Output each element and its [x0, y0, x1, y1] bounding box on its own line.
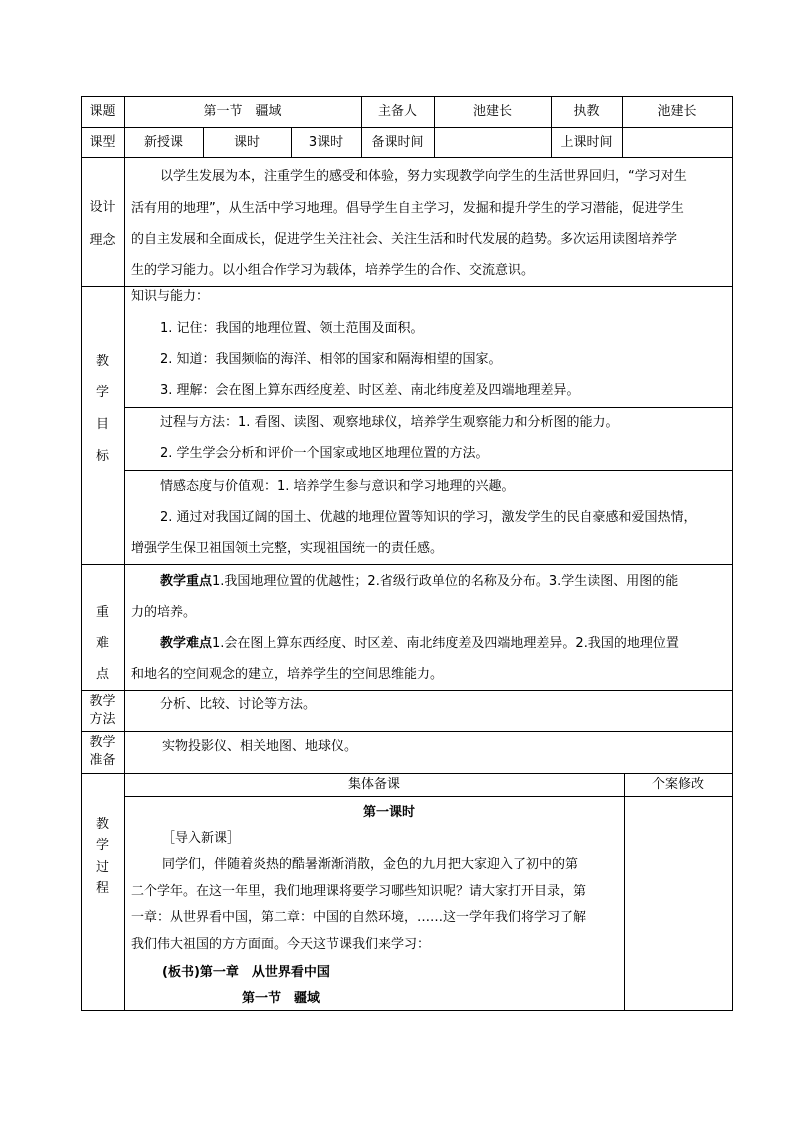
difficult-points-text: 1.会在图上算东西经度、时区差、南北纬度差及四端地理差异。2.我国的地理位置 — [212, 636, 679, 651]
key-points-line — [160, 574, 678, 590]
design-text-line: 活有用的地理”，从生活中学习地理。倡导学生自主学习，发掘和提升学生的学习潜能，促进学生 — [131, 201, 684, 216]
design-label-line1: 设计 — [89, 200, 116, 215]
type-value: 新授课 — [143, 135, 183, 150]
table-border-right — [732, 96, 733, 1011]
collective-prep-heading: 集体备课 — [347, 777, 400, 792]
process-label-char: 程 — [95, 881, 109, 896]
emotion-objective-line: 2. 通过对我国辽阔的国土、优越的地理位置等知识的学习，激发学生的民自豪感和爱国热情， — [160, 510, 697, 525]
key-points-line: 力的培养。 — [131, 605, 197, 620]
objectives-label-char: 学 — [95, 385, 109, 400]
process-objective-line: 2. 学生学会分析和评价一个国家或地区地理位置的方法。 — [160, 446, 489, 461]
col-divider — [124, 96, 125, 1011]
design-text-line: 以学生发展为本，注重学生的感受和体验，努力实现教学向学生的生活世界回归，“学习对生 — [160, 169, 687, 184]
difficult-points-line: 和地名的空间观念的建立，培养学生的空间思维能力。 — [131, 667, 444, 682]
topic-value: 第一节 疆域 — [203, 104, 282, 119]
preparation-text: 实物投影仪、相关地图、地球仪。 — [162, 739, 358, 754]
hours-label: 课时 — [233, 135, 260, 150]
emotion-objective-line: 情感态度与价值观：1. 培养学生参与意识和学习地理的兴趣。 — [160, 479, 515, 494]
intro-paragraph-line: 同学们，伴随着炎热的酷暑渐渐消散，金色的九月把大家迎入了初中的第 — [162, 857, 579, 872]
method-text: 分析、比较、讨论等方法。 — [160, 697, 317, 712]
row-divider — [81, 731, 733, 732]
individual-edit-heading: 个案修改 — [651, 777, 704, 792]
knowledge-item: 1. 记住：我国的地理位置、领土范围及面积。 — [160, 321, 424, 336]
intro-paragraph-line: 二个学年。在这一年里，我们地理课将要学习哪些知识呢？请大家打开目录，第 — [131, 884, 587, 899]
table-border-top — [81, 96, 733, 97]
difficulty-label-char: 重 — [95, 605, 109, 620]
preparation-label-line1: 教学 — [89, 735, 116, 750]
lead-preparer-value: 池建长 — [472, 104, 512, 119]
table-border-bottom — [81, 1010, 733, 1011]
difficult-points-title: 教学难点 — [160, 636, 213, 651]
row-divider — [81, 690, 733, 691]
knowledge-item: 3. 理解：会在图上算东西经度差、时区差、南北纬度差及四端地理差异。 — [160, 383, 580, 398]
objectives-label-char: 教 — [95, 354, 109, 369]
lead-preparer-label: 主备人 — [377, 104, 417, 119]
topic-label: 课题 — [89, 104, 116, 119]
difficulty-label-char: 难 — [95, 636, 109, 651]
row-divider — [124, 407, 733, 408]
board-writing-section: 第一节 疆域 — [242, 991, 321, 1006]
design-label-line2: 理念 — [89, 233, 116, 248]
design-text-line: 的自主发展和全面成长，促进学生关注社会、关注生活和时代发展的趋势。多次运用读图培养学 — [131, 232, 678, 247]
process-label-char: 学 — [95, 838, 109, 853]
objectives-label-char: 目 — [95, 417, 109, 432]
row-divider — [124, 796, 733, 797]
process-objective-line: 过程与方法：1. 看图、读图、观察地球仪，培养学生观察能力和分析图的能力。 — [160, 415, 619, 430]
intro-paragraph-line: 一章：从世界看中国，第二章：中国的自然环境，……这一学年我们将学习了解 — [131, 910, 587, 925]
lesson-title: 第一课时 — [362, 805, 415, 820]
knowledge-heading: 知识与能力： — [131, 289, 210, 304]
teacher-value: 池建长 — [657, 104, 697, 119]
process-label-char: 过 — [95, 860, 109, 875]
emotion-objective-line: 增强学生保卫祖国领土完整，实现祖国统一的责任感。 — [131, 541, 444, 556]
method-label-line2: 方法 — [89, 712, 116, 727]
row-divider — [81, 564, 733, 565]
row-divider — [124, 470, 733, 471]
knowledge-item: 2. 知道：我国频临的海洋、相邻的国家和隔海相望的国家。 — [160, 352, 502, 367]
row-divider — [81, 286, 733, 287]
type-label: 课型 — [89, 135, 116, 150]
objectives-label-char: 标 — [95, 449, 109, 464]
key-points-text: 1.我国地理位置的优越性；2.省级行政单位的名称及分布。3.学生读图、用图的能 — [212, 574, 679, 589]
process-label-char: 教 — [95, 817, 109, 832]
difficulty-label-char: 点 — [95, 667, 109, 682]
prep-time-label: 备课时间 — [371, 135, 424, 150]
method-label-line1: 教学 — [89, 694, 116, 709]
difficult-points-line — [160, 636, 679, 652]
preparation-label-line2: 准备 — [89, 753, 116, 768]
row-divider — [81, 157, 733, 158]
intro-tag: ［导入新课］ — [162, 831, 241, 846]
intro-paragraph-line: 我们伟大祖国的方方面面。今天这节课我们来学习： — [131, 937, 431, 952]
hours-value: 3课时 — [308, 135, 344, 150]
key-points-title: 教学重点 — [160, 574, 213, 589]
design-text-line: 生的学习能力。以小组合作学习为载体，培养学生的合作、交流意识。 — [131, 263, 535, 278]
row-divider — [81, 127, 733, 128]
class-time-label: 上课时间 — [560, 135, 613, 150]
row-divider — [81, 773, 733, 774]
teacher-label: 执教 — [573, 104, 600, 119]
board-writing-chapter: (板书)第一章 从世界看中国 — [162, 965, 330, 980]
